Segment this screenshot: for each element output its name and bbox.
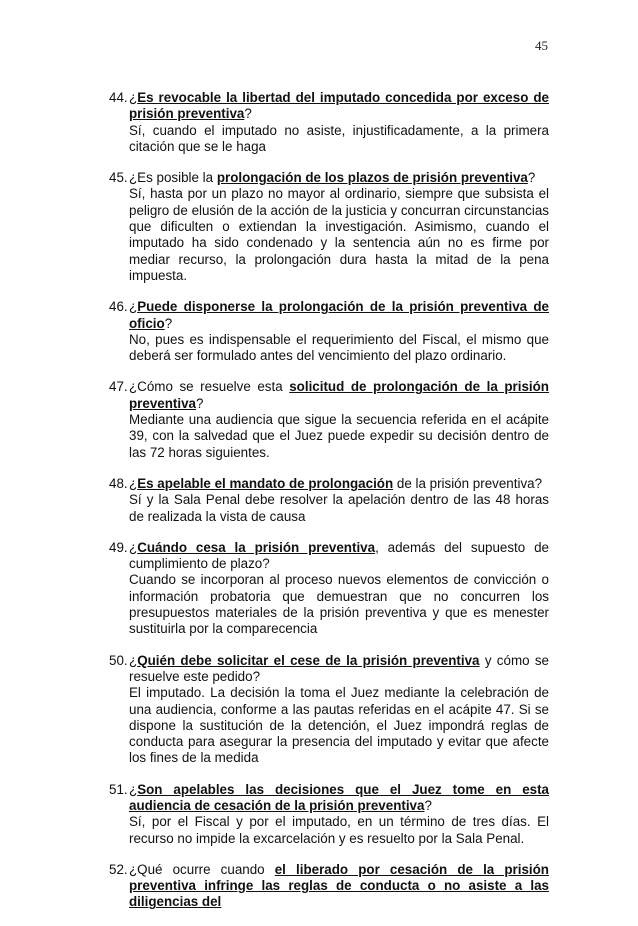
question-number: 49.: [109, 539, 128, 555]
question-item: [109, 540, 549, 638]
question-key-phrase: Cuándo cesa la prisión preventiva: [137, 539, 376, 555]
question-number: 46.: [109, 299, 128, 315]
question-number: 44.: [109, 90, 128, 105]
question-text: [129, 862, 549, 911]
question-item: [109, 476, 549, 525]
question-fragment: ¿: [129, 90, 138, 105]
answer-text: Sí, hasta por un plazo no mayor al ordinario, siempre que subsista el peligro de elusión de la acción de la justicia y concurran circunstancias que dificulten o extiendan la investigación. Asimismo, cuando el imputado ha sido condenado y la sentencia aún no es firme por mediar recurso, la prolongación dura hasta la mitad de la pena impuesta.: [129, 186, 549, 283]
question-number: 50.: [109, 652, 128, 668]
question-list: [109, 90, 549, 926]
question-fragment: ¿: [129, 781, 138, 797]
question-item: [109, 653, 549, 767]
question-item: [109, 379, 549, 460]
question-text: [129, 653, 549, 686]
answer-text: El imputado. La decisión la toma el Juez mediante la celebración de una audiencia, conforme a las pautas referidas en el acápite 47. Si se dispone la sustitución de la detención, el Juez impondrá reglas de conducta para asegurar la presencia del imputado y evitar que afecte los fines de la medida: [129, 685, 549, 766]
question-number: 45.: [109, 170, 128, 186]
question-fragment: ?: [424, 797, 432, 813]
question-text: [129, 782, 549, 815]
question-fragment: ?: [196, 395, 204, 411]
question-fragment: ¿: [129, 475, 138, 491]
question-key-phrase: Puede disponerse la prolongación de la prisión preventiva de oficio: [129, 299, 549, 331]
answer-text: Sí y la Sala Penal debe resolver la apelación dentro de las 48 horas de realizada la vista de causa: [129, 492, 549, 524]
question-fragment: ¿Cómo se resuelve esta: [129, 379, 290, 395]
question-number: 52.: [109, 861, 128, 877]
question-text: [129, 90, 549, 123]
question-fragment: ¿Qué ocurre cuando: [129, 861, 275, 877]
question-key-phrase: solicitud de prolongación de la prisión preventiva: [129, 379, 549, 411]
question-fragment: ?: [527, 170, 536, 186]
question-fragment: ?: [164, 315, 173, 331]
question-number: 47.: [109, 379, 128, 395]
question-key-phrase: Es apelable el mandato de prolongación: [137, 475, 394, 491]
question-key-phrase: Es revocable la libertad del imputado concedida por exceso de prisión preventiva: [129, 90, 549, 122]
question-text: [129, 540, 549, 573]
question-key-phrase: Quién debe solicitar el cese de la prisión preventiva: [137, 652, 480, 668]
question-item: [109, 782, 549, 847]
answer-text: Mediante una audiencia que sigue la secuencia referida en el acápite 39, con la salvedad que el Juez puede expedir su decisión dentro de las 72 horas siguientes.: [129, 412, 549, 460]
question-text: [129, 299, 549, 332]
question-item: [109, 299, 549, 364]
question-item: [109, 90, 549, 155]
question-fragment: , además del supuesto de cumplimiento de plazo?: [129, 539, 549, 572]
question-key-phrase: prolongación de los plazos de prisión preventiva: [216, 170, 528, 186]
question-number: 51.: [109, 781, 128, 797]
question-item: [109, 170, 549, 284]
question-fragment: ¿Es posible la: [129, 170, 217, 186]
question-fragment: ¿: [129, 652, 138, 668]
question-key-phrase: Son apelables las decisiones que el Juez tome en esta audiencia de cesación de la prisión preventiva: [129, 781, 549, 813]
question-fragment: ¿: [129, 539, 138, 555]
question-text: [129, 379, 549, 412]
question-fragment: ?: [244, 106, 252, 122]
question-number: 48.: [109, 475, 128, 491]
question-fragment: y cómo se resuelve este pedido?: [129, 652, 549, 684]
question-text: [129, 476, 549, 492]
page-number: 45: [535, 38, 548, 53]
answer-text: Sí, por el Fiscal y por el imputado, en un término de tres días. El recurso no impide la excarcelación y es resuelto por la Sala Penal.: [129, 814, 549, 846]
answer-text: Sí, cuando el imputado no asiste, injustificadamente, a la primera citación que se le haga: [129, 122, 549, 154]
question-fragment: ¿: [129, 299, 138, 315]
question-item: [109, 862, 549, 911]
question-key-phrase: el liberado por cesación de la prisión preventiva infringe las reglas de conducta o no asiste a las diligencias del: [129, 861, 549, 910]
question-text: [129, 170, 549, 186]
answer-text: No, pues es indispensable el requerimiento del Fiscal, el mismo que deberá ser formulado antes del vencimiento del plazo ordinario.: [129, 331, 549, 364]
answer-text: Cuando se incorporan al proceso nuevos elementos de convicción o información probatoria que demuestran que no concurren los presupuestos materiales de la prisión preventiva y que es menester sustituirla por la comparecencia: [129, 572, 549, 637]
question-fragment: de la prisión preventiva?: [393, 475, 543, 491]
